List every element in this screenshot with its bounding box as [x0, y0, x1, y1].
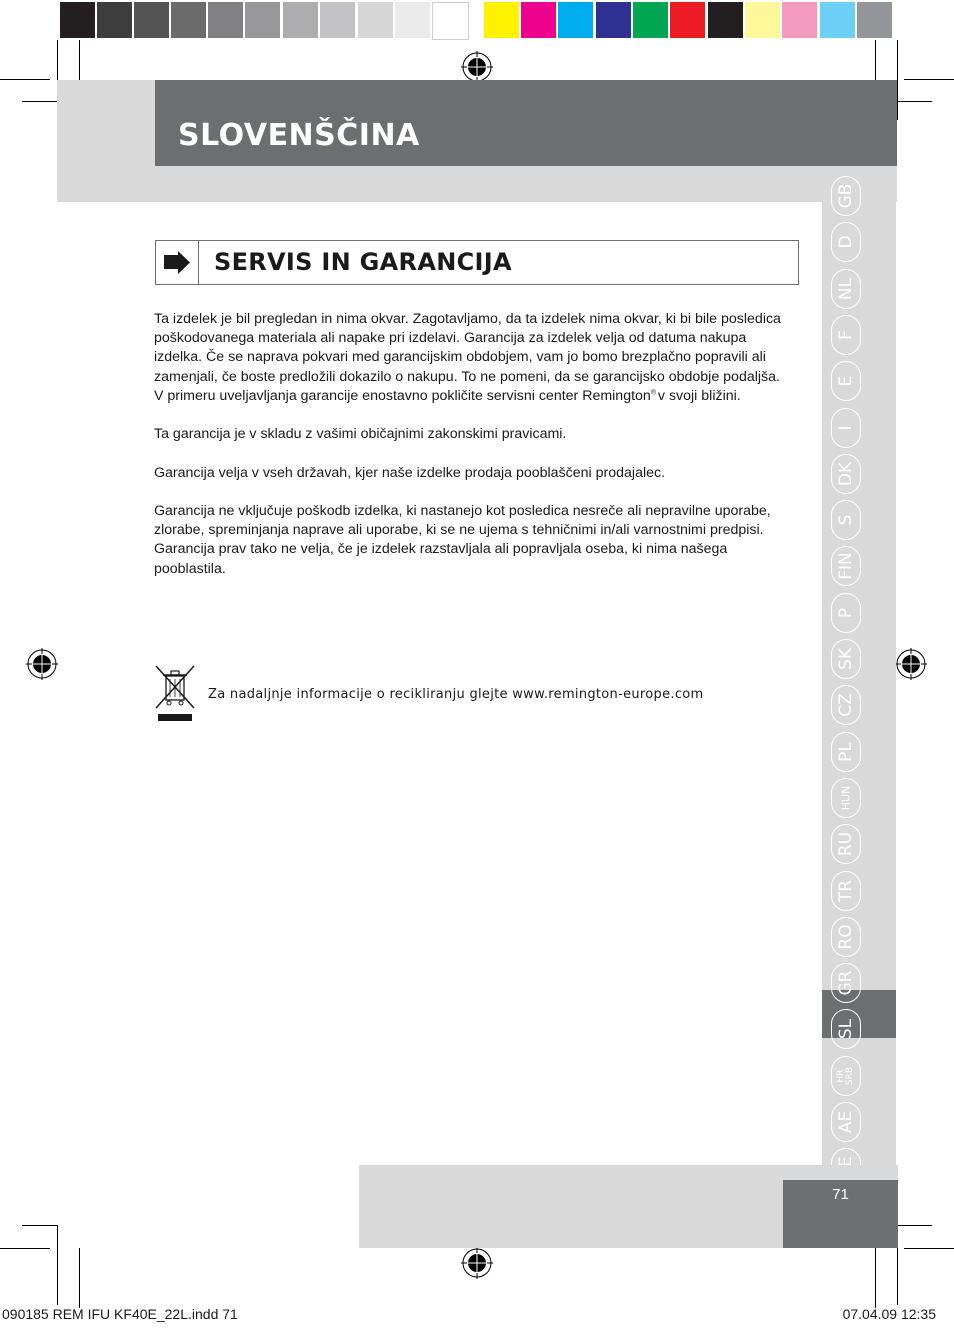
- registered-mark: ®: [650, 389, 658, 397]
- color-swatch: [395, 2, 430, 38]
- section-header: [155, 240, 799, 285]
- language-tab-label: FIN: [836, 552, 856, 581]
- color-swatch: [134, 2, 169, 38]
- language-tab-label: E: [836, 375, 856, 387]
- warranty-text: [154, 310, 784, 579]
- language-tab-label: CZ: [836, 693, 856, 718]
- language-tab-label: HUN: [839, 785, 853, 811]
- language-tab-cz[interactable]: [831, 685, 861, 725]
- language-tab-label: P: [836, 607, 856, 618]
- color-swatch: [60, 2, 95, 38]
- language-tab-label: NL: [836, 277, 856, 300]
- language-tab-label: RO: [836, 924, 856, 950]
- language-tab-sl[interactable]: [831, 1009, 861, 1049]
- color-swatch: [857, 2, 892, 38]
- language-tab-label: TR: [836, 879, 856, 902]
- paragraph: Ta garancija je v skladu z vašimi običajnimi zakonskimi pravicami.: [154, 426, 567, 443]
- section-arrow: [156, 241, 199, 284]
- language-tab-label: GB: [836, 183, 856, 209]
- language-tab-nl[interactable]: [831, 269, 861, 309]
- language-tab-hr-srb[interactable]: [831, 1056, 861, 1096]
- language-tab-sk[interactable]: [831, 639, 861, 679]
- crossed-out-bin-icon: [154, 664, 196, 722]
- registration-mark-icon: [461, 1247, 493, 1279]
- language-tab-label: HR SRB: [836, 1066, 855, 1085]
- language-tab-label: PL: [836, 741, 856, 762]
- language-tab-hun[interactable]: [831, 778, 861, 818]
- registration-mark-icon: [895, 648, 927, 680]
- language-tab-d[interactable]: [831, 222, 861, 262]
- color-swatch: [97, 2, 132, 38]
- color-swatch: [782, 2, 817, 38]
- color-swatch: [558, 2, 593, 38]
- language-tab-label: I: [836, 424, 856, 431]
- color-swatch: [633, 2, 668, 38]
- page-number-box: [783, 1180, 898, 1248]
- date-time: 07.04.09 12:35: [842, 1306, 936, 1322]
- language-tab-label: SL: [836, 1019, 856, 1040]
- language-tab-label: RU: [836, 832, 856, 857]
- color-swatch: [820, 2, 855, 38]
- language-tab-p[interactable]: [831, 593, 861, 633]
- language-tab-label: D: [836, 235, 856, 249]
- language-tab-ae[interactable]: [831, 1102, 861, 1142]
- paragraph: Garancija velja v vseh državah, kjer naše izdelke prodaja pooblaščeni prodajalec.: [154, 464, 666, 481]
- language-tab-dk[interactable]: [831, 454, 861, 494]
- language-tab-tr[interactable]: [831, 871, 861, 911]
- language-tab-label: AE: [836, 1110, 856, 1134]
- paragraph: Ta izdelek je bil pregledan in nima okvar. Zagotavljamo, da ta izdelek nima okvar, ki bi bile posledica poškodovanega materiala ali napake pri izdelavi. Garancija za izdelek velja od datuma nakupa izdelka. Če se naprava pokvari med garancijskim obdobjem, vam jo bomo brezplačno popravili ali zamenjali, če boste predložili dokazilo o nakupu. To ne pomeni, da se garancijsko obdobje podaljša.: [154, 311, 781, 385]
- color-swatch: [283, 2, 318, 38]
- paragraph: Garancija ne vključuje poškodb izdelka, ki nastanejo kot posledica nesreče ali nepravilne uporabe, zlorabe, spreminjanja naprave ali uporabe, ki se ne ujema s tehničnimi in/ali varnostnimi predpisi. Garancija prav tako ne velja, če je izdelek razstavljala ali popravljala oseba, ki nima našega pooblastila.: [154, 502, 771, 577]
- color-swatch: [596, 2, 631, 38]
- language-tab-ro[interactable]: [831, 917, 861, 957]
- language-tab-gr[interactable]: [831, 963, 861, 1003]
- color-swatch: [708, 2, 743, 38]
- color-swatch: [484, 2, 519, 38]
- page-number: 71: [832, 1186, 849, 1203]
- color-swatch: [208, 2, 243, 38]
- recycling-note: Za nadaljnje informacije o recikliranju glejte www.remington-europe.com: [208, 687, 704, 702]
- color-swatch: [521, 2, 556, 38]
- language-tab-fin[interactable]: [831, 546, 861, 586]
- registration-mark-icon: [26, 648, 58, 680]
- language-tab-gb[interactable]: [831, 176, 861, 216]
- color-swatch: [670, 2, 705, 38]
- language-tab-ru[interactable]: [831, 824, 861, 864]
- language-tab-f[interactable]: [831, 315, 861, 355]
- language-tab-e[interactable]: [831, 361, 861, 401]
- color-swatch: [320, 2, 355, 38]
- color-swatch: [245, 2, 280, 38]
- color-swatch: [171, 2, 206, 38]
- page-title: SLOVENŠČINA: [178, 118, 420, 153]
- section-title: SERVIS IN GARANCIJA: [214, 248, 512, 276]
- registration-mark-icon: [461, 51, 493, 83]
- language-tab-pl[interactable]: [831, 732, 861, 772]
- color-swatch: [432, 2, 469, 40]
- language-tab-label: S: [836, 514, 856, 526]
- language-tab-label: SK: [836, 648, 856, 670]
- color-swatch: [745, 2, 780, 38]
- file-info: 090185 REM IFU KF40E_22L.indd 71: [2, 1306, 238, 1322]
- paragraph: V primeru uveljavljanja garancije enostavno pokličite servisni center Remington® v svoji bližini.: [154, 387, 741, 404]
- language-tab-i[interactable]: [831, 408, 861, 448]
- color-swatch: [358, 2, 393, 38]
- arrow-right-icon: [156, 241, 198, 284]
- language-tab-s[interactable]: [831, 500, 861, 540]
- language-tab-label: GR: [836, 970, 856, 996]
- language-tab-label: DK: [836, 461, 856, 486]
- language-tab-label: F: [836, 330, 856, 340]
